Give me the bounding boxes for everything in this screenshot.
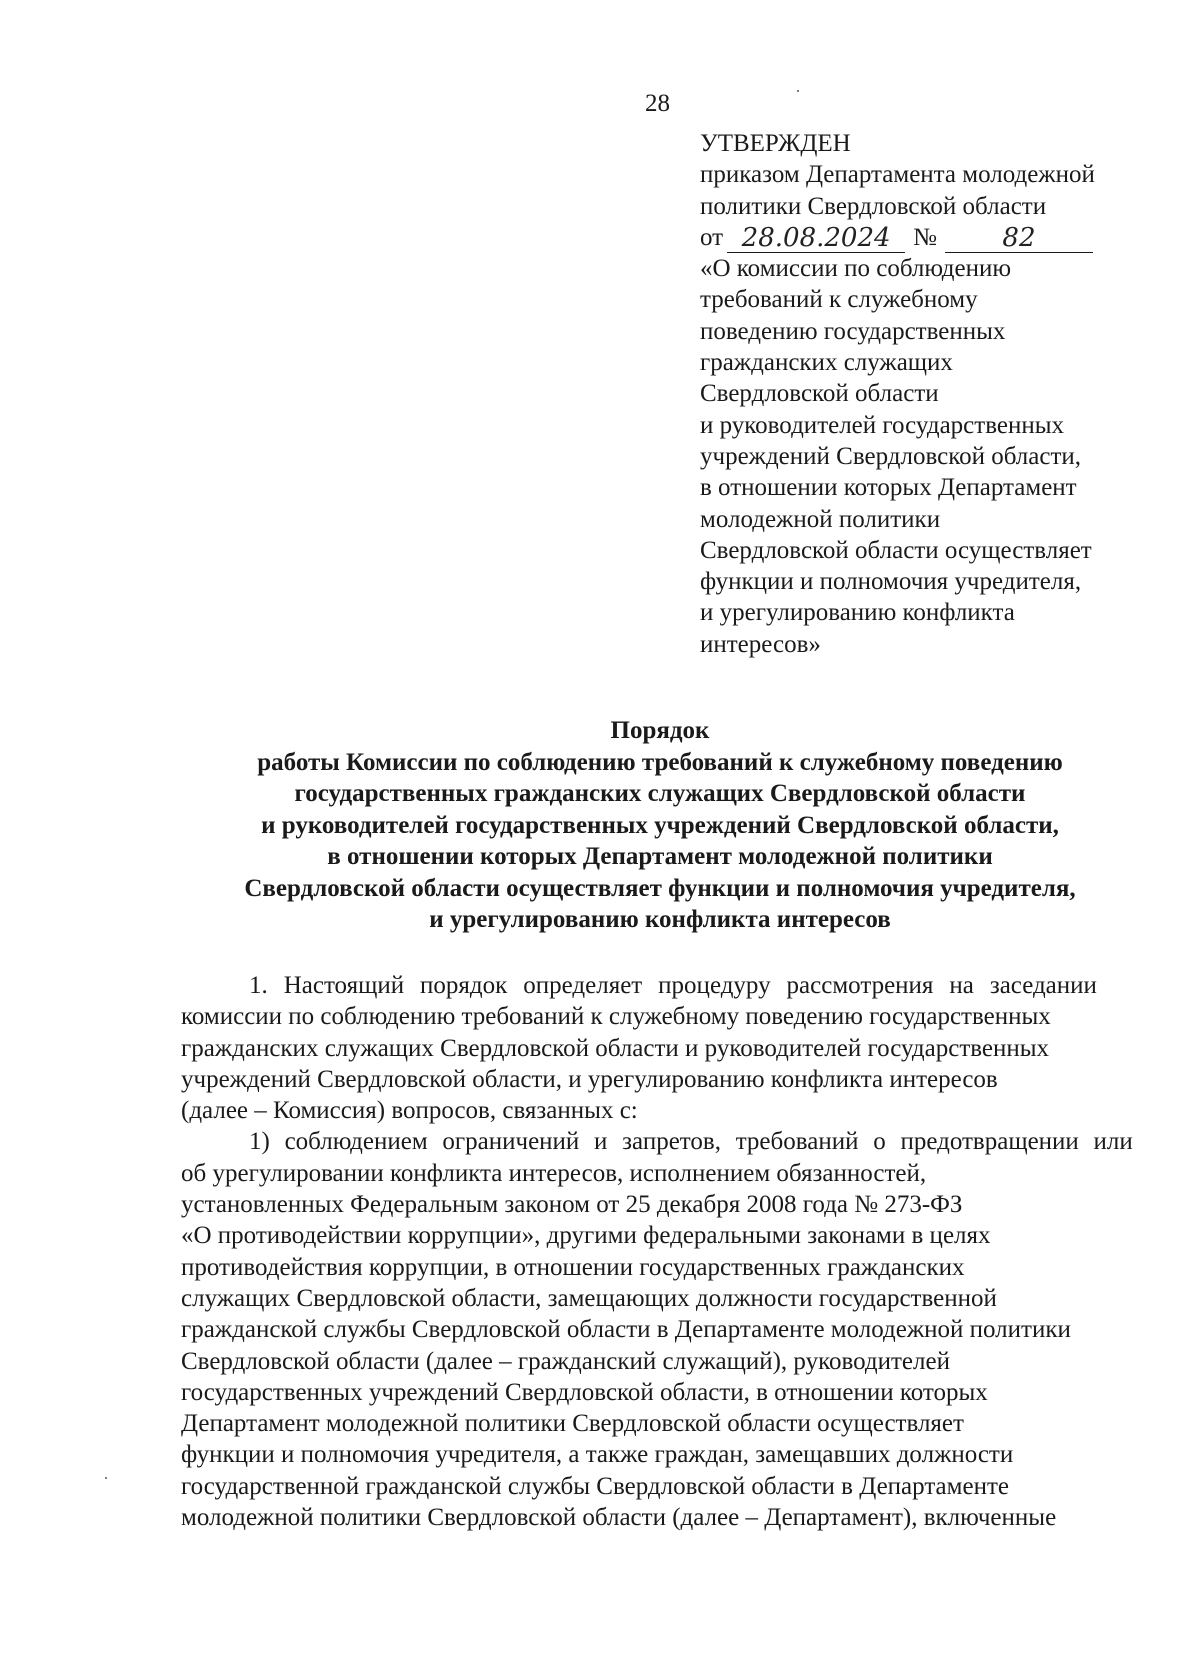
approval-subject-line: функции и полномочия учредителя,	[700, 568, 1082, 596]
approval-heading: УТВЕРЖДЕН	[700, 130, 851, 157]
title-heading: Порядок	[610, 717, 710, 744]
paragraph-line: 1) соблюдением ограничений и запретов, требований о предотвращении или	[249, 1128, 1133, 1156]
paragraph-line: противодействия коррупции, в отношении государственных гражданских	[181, 1253, 965, 1281]
date-prefix: от	[700, 223, 724, 251]
title-line: и урегулированию конфликта интересов	[429, 906, 891, 933]
title-line: и руководителей государственных учреждений Свердловской области,	[261, 811, 1059, 839]
approval-subject-line: Свердловской области	[700, 380, 939, 408]
approval-subject-line: в отношении которых Департамент	[700, 474, 1077, 502]
paragraph-line: (далее – Комиссия) вопросов, связанных с:	[181, 1097, 638, 1125]
paragraph-line: Департамент молодежной политики Свердловской области осуществляет	[181, 1410, 964, 1438]
approval-subject-line: и урегулированию конфликта	[700, 599, 1015, 627]
scan-speck	[797, 90, 799, 92]
order-date-number-line	[700, 222, 1160, 253]
approval-subject-line: учреждений Свердловской области,	[700, 442, 1082, 470]
paragraph-line: установленных Федеральным законом от 25 декабря 2008 года № 273-ФЗ	[181, 1191, 963, 1219]
paragraph-line: гражданских служащих Свердловской области и руководителей государственных	[181, 1034, 1050, 1062]
paragraph-line: государственных учреждений Свердловской области, в отношении которых	[181, 1378, 988, 1406]
approval-subject-line: «О комиссии по соблюдению	[700, 255, 1012, 283]
paragraph-line: учреждений Свердловской области, и урегулированию конфликта интересов	[181, 1065, 998, 1093]
paragraph-line: об урегулировании конфликта интересов, исполнением обязанностей,	[181, 1159, 927, 1187]
approval-subject-line: Свердловской области осуществляет	[700, 536, 1092, 564]
title-line: в отношении которых Департамент молодежной политики	[327, 843, 993, 870]
approval-line: политики Свердловской области	[700, 192, 1047, 220]
paragraph-line: государственной гражданской службы Свердловской области в Департаменте	[181, 1472, 1009, 1500]
scan-speck	[105, 1477, 107, 1479]
paragraph-1	[181, 970, 1141, 1126]
number-sign: №	[913, 223, 937, 251]
approval-subject-line: гражданских служащих	[700, 349, 953, 377]
paragraph-line: Свердловской области (далее – гражданский служащий), руководителей	[181, 1347, 950, 1375]
paragraph-line: функции и полномочия учредителя, а также граждан, замещавших должности	[181, 1441, 1014, 1469]
paragraph-line: молодежной политики Свердловской области (далее – Департамент), включенные	[181, 1504, 1057, 1532]
paragraph-line: 1. Настоящий порядок определяет процедуру рассмотрения на заседании	[249, 972, 1097, 999]
paragraph-2	[181, 1126, 1141, 1533]
paragraph-line: «О противодействии коррупции», другими федеральными законами в целях	[181, 1222, 991, 1250]
title-line: работы Комиссии по соблюдению требований к служебному поведению	[257, 748, 1063, 776]
handwritten-number: 82	[945, 225, 1093, 253]
approval-subject-line: требований к служебному	[700, 286, 978, 314]
document-body	[181, 970, 1141, 1533]
title-line: Свердловской области осуществляет функции и полномочия учредителя,	[244, 874, 1076, 902]
approval-subject-line: интересов»	[700, 630, 821, 658]
approval-subject-line: поведению государственных	[700, 317, 1006, 345]
document-title	[180, 715, 1140, 936]
approval-subject-line: молодежной политики	[700, 505, 941, 533]
handwritten-date: 28.08.2024	[727, 225, 905, 253]
page-number: 28	[645, 90, 670, 117]
approval-line: приказом Департамента молодежной	[700, 161, 1095, 189]
paragraph-line: гражданской службы Свердловской области в Департаменте молодежной политики	[181, 1316, 1071, 1344]
title-line: государственных гражданских служащих Свердловской области	[294, 780, 1026, 807]
paragraph-line: комиссии по соблюдению требований к служебному поведению государственных	[181, 1003, 1051, 1031]
paragraph-line: служащих Свердловской области, замещающих должности государственной	[181, 1284, 997, 1312]
approval-subject-line: и руководителей государственных	[700, 411, 1065, 439]
approval-block	[700, 128, 1160, 660]
